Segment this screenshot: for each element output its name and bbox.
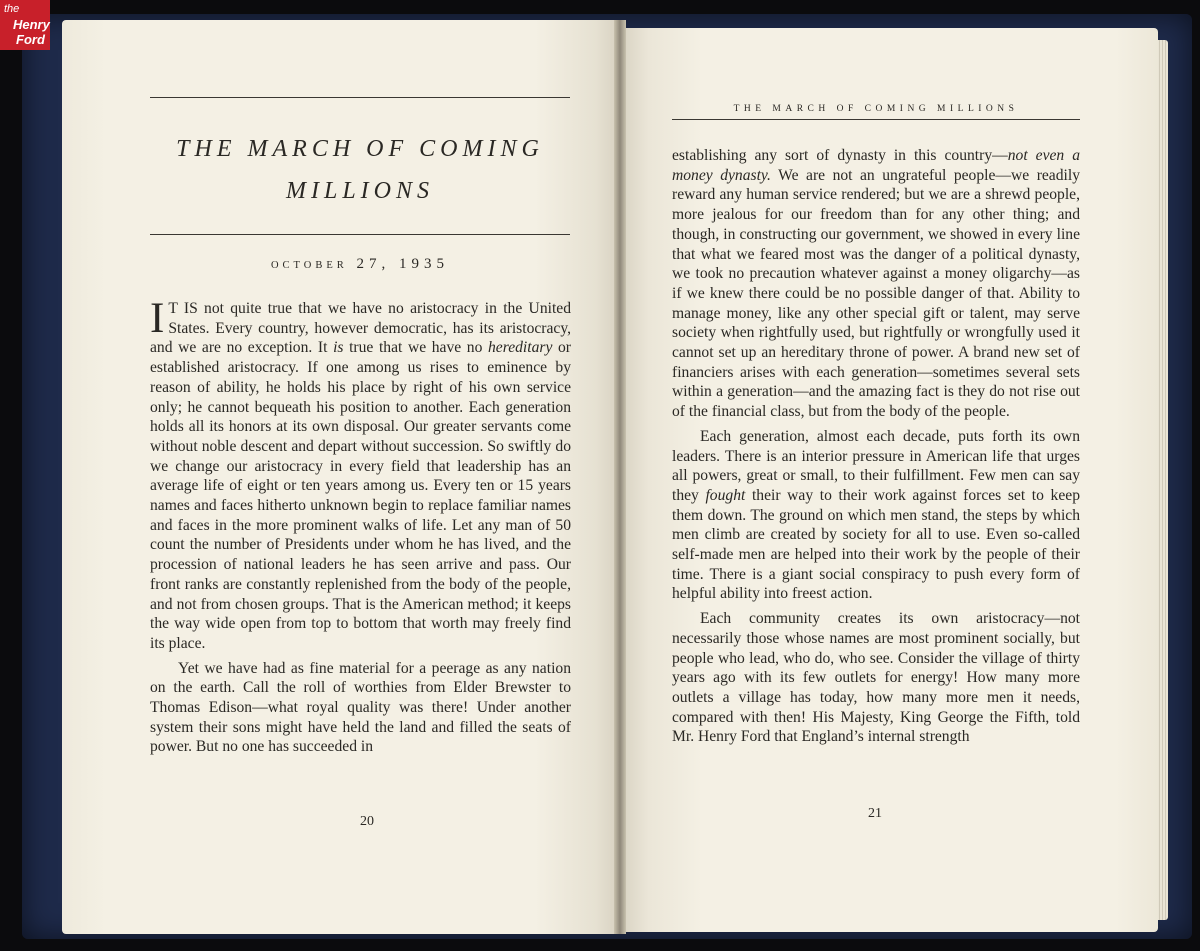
page-number-left: 20 [360,814,374,829]
chapter-title-line2: MILLIONS [285,178,434,204]
henry-ford-logo: the Henry Ford [0,0,50,50]
right-paragraph-2: Each generation, almost each decade, puts forth its own leaders. There is an interior pressure in American life that urges all powers, great or small, to their fulfillment. Few men can say they fought their way to their work against forces set to keep them down. The ground on which men stand, the steps by which men climb are created by society for all to use. Even so-called self-made men are helped into their work by the people of their time. There is a giant social conspiracy to push every form of helpful ability into freest action. [672,427,1080,603]
date-day-year: 27, 1935 [356,256,450,272]
date-month: OCTOBER [270,260,348,271]
left-paragraph-1: I T IS not quite true that we have no aristocracy in the United States. Every country, however democratic, has its aristocracy, and we are no exception. It is true that we have no hereditary or established aristocracy. If one among us rises to eminence by reason of ability, he holds his place by right of his own service only; he cannot bequeath his position to another. Each generation holds all its honors at its own disposal. Our greater servants come without noble descent and depart without succession. So swiftly do we change our aristocracy in every field that leadership has an average life of eight or ten years among us. Every ten or 15 years names and faces hitherto unknown begin to replace familiar names and faces in the more prominent walks of life. Let any man of 50 count the number of Presidents under whom he has lived, and the procession of national leaders he has seen arrive and pass. Our front ranks are constantly replenished from the body of the people, and not from chosen groups. That is the American method; it keeps the way wide open from top to bottom that worth may freely find its place. [150,295,571,652]
title-underline-rule [150,234,570,235]
chapter-date [150,256,570,273]
drop-cap: I [150,295,165,342]
right-paragraph-3: Each community creates its own aristocracy—not necessarily those whose names are most prominent socially, but people who lead, who do, who see. Consider the village of thirty years ago with its few outlets for energy! How many more outlets a village has today, how many more men it needs, compared with then! His Majesty, King George the Fifth, told Mr. Henry Ford that England’s internal strength [672,610,1080,746]
right-body-text [672,146,1080,747]
right-paragraph-1: establishing any sort of dynasty in this country—not even a money dynasty. We are not an ungrateful people—we readily reward any human service rendered; but we are a shrewd people, more jealous for our freedom than for any other thing; and though, in constructing our government, we showed in every line that what we feared most was the danger of a political dynasty, we took no precaution whatever against a money oligarchy—as if we knew there could be no possible danger of that. Ability to manage money, like any other special gift or talent, may serve society when rightfully used, but rightfully or wrongfully used it cannot set up an hereditary throne of power. A brand new set of financiers arises with each generation—sometimes several sets within a generation—and the amazing fact is they do not rise out of the financial class, but from the body of the people. [672,147,1080,421]
running-head: THE MARCH OF COMING MILLIONS [733,104,1019,114]
page-number-right: 21 [868,806,882,821]
left-paragraph-2: Yet we have had as fine material for a peerage as any nation on the earth. Call the roll of worthies from Elder Brewster to Thomas Edison—what royal quality was there! Under another system their sons might have held the land and filled the seats of power. But no one has succeeded in [150,659,571,756]
left-body-text [150,295,571,757]
chapter-title [150,128,570,212]
chapter-title-line1: THE MARCH OF COMING [176,136,544,162]
book-gutter [614,20,626,934]
top-rule [150,97,570,98]
running-head-rule [672,119,1080,120]
